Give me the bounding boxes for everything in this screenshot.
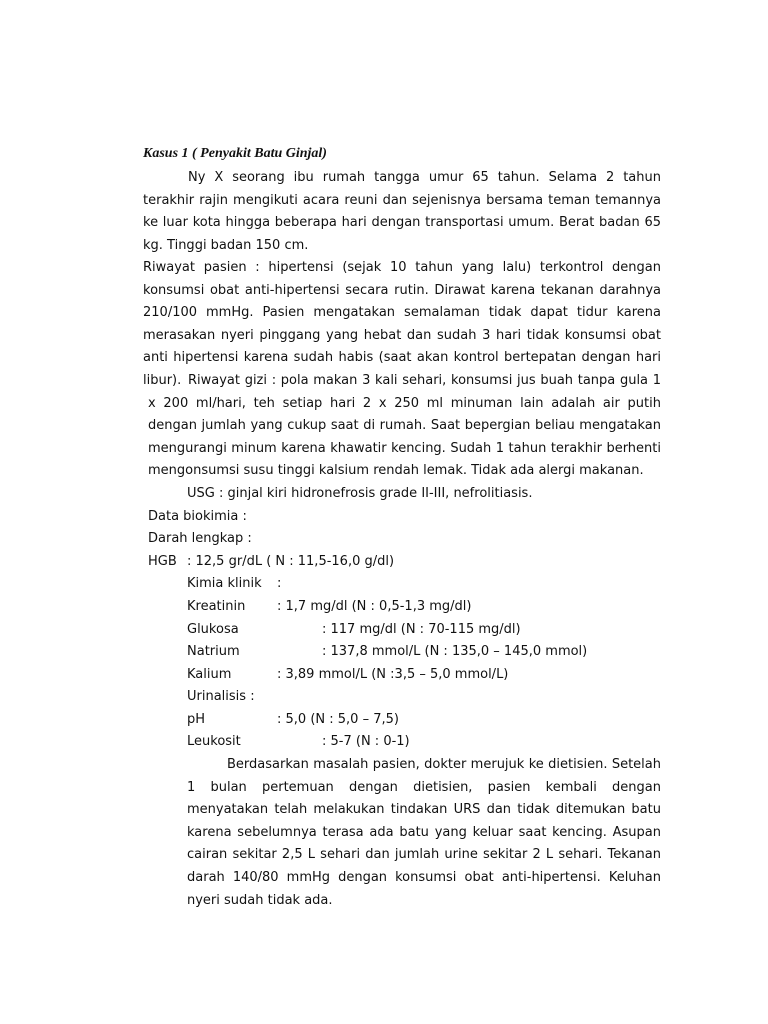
potassium-label: Kalium [187,667,232,682]
patient-history-text: Riwayat pasien : hipertensi (sejak 10 tahun yang lalu) terkontrol dengan konsumsi obat anti-hipertensi secara rutin. Dirawat karena tekanan darahnya 210/100 mmHg. Pasien mengatakan semalaman tidak dapat tidur karena merasakan nyeri pinggang yang hebat dan sudah 3 hari tidak konsumsi obat anti hipertensi karena sudah habis (saat akan kontrol bertepatan dengan hari libur). [143,260,661,388]
glucose-label: Glukosa [187,622,239,637]
clinical-chemistry-value: : [277,576,282,591]
followup-text: Berdasarkan masalah pasien, dokter merujuk ke dietisien. Setelah 1 bulan pertemuan dengan dietisien, pasien kembali dengan menyatakan telah melakukan tindakan URS dan tidak ditemukan batu karena sebelumnya terasa ada batu yang keluar saat kencing. Asupan cairan sekitar 2,5 L sehari dan jumlah urine sekitar 2 L sehari. Tekanan darah 140/80 mmHg dengan konsumsi obat anti-hipertensi. Keluhan nyeri sudah tidak ada. [187,757,661,908]
nutrition-history-text: Riwayat gizi : pola makan 3 kali sehari, konsumsi jus buah tanpa gula 1 x 200 ml/hari, teh setiap hari 2 x 250 ml minuman lain adalah air putih dengan jumlah yang cukup saat di rumah. Saat bepergian beliau mengatakan mengurangi minum karena khawatir kencing. Sudah 1 tahun terakhir berhenti mengonsumsi susu tinggi kalsium rendah lemak. Tidak ada alergi makanan. [148,373,661,479]
sodium-label: Natrium [187,644,240,659]
leukocyte-label: Leukosit [187,734,241,749]
biochemistry-heading: Data biokimia : [148,509,247,524]
case-title: Kasus 1 ( Penyakit Batu Ginjal) [143,146,327,161]
ph-label: pH [187,712,206,727]
creatinine-value: : 1,7 mg/dl (N : 0,5-1,3 mg/dl) [277,599,472,614]
followup-paragraph [187,754,661,912]
urinalysis-heading: Urinalisis : [187,689,255,704]
creatinine-label: Kreatinin [187,599,246,614]
ph-value: : 5,0 (N : 5,0 – 7,5) [277,712,399,727]
clinical-chemistry-label: Kimia klinik [187,576,262,591]
hgb-value: : 12,5 gr/dL ( N : 11,5-16,0 g/dl) [187,554,395,569]
potassium-value: : 3,89 mmol/L (N :3,5 – 5,0 mmol/L) [277,667,509,682]
complete-blood-heading: Darah lengkap : [148,531,252,546]
nutrition-history-paragraph [148,370,661,483]
sodium-value: : 137,8 mmol/L (N : 135,0 – 145,0 mmol) [322,644,588,659]
patient-intro-text: Ny X seorang ibu rumah tangga umur 65 tahun. Selama 2 tahun terakhir rajin mengikuti acara reuni dan sejenisnya bersama teman temannya ke luar kota hingga beberapa hari dengan transportasi umum. Berat badan 65 kg. Tinggi badan 150 cm. [143,170,661,253]
glucose-value: : 117 mg/dl (N : 70-115 mg/dl) [322,622,521,637]
hgb-label: HGB [148,554,177,569]
leukocyte-value: : 5-7 (N : 0-1) [322,734,410,749]
usg-result: USG : ginjal kiri hidronefrosis grade II-III, nefrolitiasis. [187,486,533,501]
patient-intro-paragraph [143,167,661,257]
